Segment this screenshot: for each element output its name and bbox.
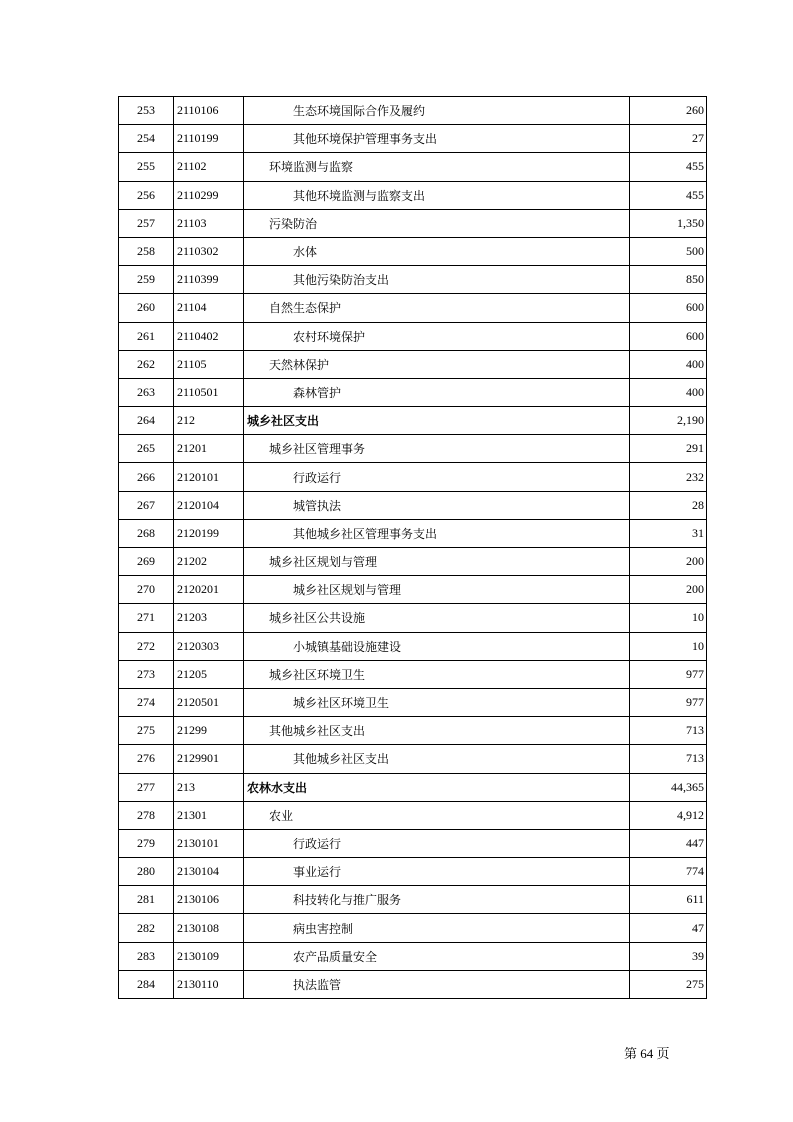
amount-cell: 275 xyxy=(630,970,707,998)
subject-code-cell: 2120104 xyxy=(174,491,244,519)
row-number-cell: 258 xyxy=(119,237,174,265)
subject-code-cell: 21205 xyxy=(174,660,244,688)
budget-table-body xyxy=(119,97,707,999)
subject-code-cell: 2110299 xyxy=(174,181,244,209)
table-row xyxy=(119,858,707,886)
table-row xyxy=(119,209,707,237)
subject-name-cell: 城管执法 xyxy=(244,491,630,519)
subject-name-cell: 城乡社区管理事务 xyxy=(244,435,630,463)
amount-cell: 27 xyxy=(630,125,707,153)
subject-code-cell: 2110399 xyxy=(174,266,244,294)
subject-name-cell: 天然林保护 xyxy=(244,350,630,378)
subject-name-cell: 科技转化与推广服务 xyxy=(244,886,630,914)
subject-name-cell: 城乡社区规划与管理 xyxy=(244,548,630,576)
subject-name-cell: 污染防治 xyxy=(244,209,630,237)
row-number-cell: 257 xyxy=(119,209,174,237)
subject-name-cell: 其他环境监测与监察支出 xyxy=(244,181,630,209)
amount-cell: 10 xyxy=(630,632,707,660)
row-number-cell: 265 xyxy=(119,435,174,463)
subject-name-cell: 水体 xyxy=(244,237,630,265)
row-number-cell: 259 xyxy=(119,266,174,294)
table-row xyxy=(119,548,707,576)
amount-cell: 200 xyxy=(630,576,707,604)
table-row xyxy=(119,801,707,829)
row-number-cell: 254 xyxy=(119,125,174,153)
amount-cell: 1,350 xyxy=(630,209,707,237)
subject-code-cell: 2120101 xyxy=(174,463,244,491)
row-number-cell: 266 xyxy=(119,463,174,491)
subject-name-cell: 环境监测与监察 xyxy=(244,153,630,181)
subject-code-cell: 21299 xyxy=(174,717,244,745)
amount-cell: 260 xyxy=(630,97,707,125)
subject-code-cell: 21202 xyxy=(174,548,244,576)
amount-cell: 600 xyxy=(630,322,707,350)
amount-cell: 2,190 xyxy=(630,407,707,435)
subject-name-cell: 其他环境保护管理事务支出 xyxy=(244,125,630,153)
row-number-cell: 256 xyxy=(119,181,174,209)
amount-cell: 10 xyxy=(630,604,707,632)
budget-table xyxy=(118,96,707,999)
amount-cell: 713 xyxy=(630,717,707,745)
amount-cell: 232 xyxy=(630,463,707,491)
table-row xyxy=(119,886,707,914)
subject-code-cell: 2110106 xyxy=(174,97,244,125)
row-number-cell: 273 xyxy=(119,660,174,688)
row-number-cell: 274 xyxy=(119,688,174,716)
table-row xyxy=(119,378,707,406)
subject-code-cell: 2130108 xyxy=(174,914,244,942)
amount-cell: 713 xyxy=(630,745,707,773)
table-row xyxy=(119,181,707,209)
row-number-cell: 261 xyxy=(119,322,174,350)
subject-code-cell: 2110302 xyxy=(174,237,244,265)
table-row xyxy=(119,660,707,688)
table-row xyxy=(119,942,707,970)
amount-cell: 400 xyxy=(630,378,707,406)
table-row xyxy=(119,97,707,125)
subject-name-cell: 病虫害控制 xyxy=(244,914,630,942)
subject-code-cell: 21301 xyxy=(174,801,244,829)
subject-code-cell: 212 xyxy=(174,407,244,435)
subject-name-cell: 事业运行 xyxy=(244,858,630,886)
subject-name-cell: 农业 xyxy=(244,801,630,829)
amount-cell: 774 xyxy=(630,858,707,886)
table-row xyxy=(119,914,707,942)
subject-code-cell: 2110501 xyxy=(174,378,244,406)
subject-name-cell: 城乡社区环境卫生 xyxy=(244,660,630,688)
subject-name-cell: 行政运行 xyxy=(244,829,630,857)
row-number-cell: 283 xyxy=(119,942,174,970)
row-number-cell: 262 xyxy=(119,350,174,378)
subject-name-cell: 其他污染防治支出 xyxy=(244,266,630,294)
subject-name-cell: 自然生态保护 xyxy=(244,294,630,322)
subject-name-cell: 行政运行 xyxy=(244,463,630,491)
amount-cell: 4,912 xyxy=(630,801,707,829)
table-row xyxy=(119,407,707,435)
table-row xyxy=(119,632,707,660)
amount-cell: 400 xyxy=(630,350,707,378)
table-row xyxy=(119,576,707,604)
subject-code-cell: 21201 xyxy=(174,435,244,463)
subject-name-cell: 城乡社区支出 xyxy=(244,407,630,435)
table-row xyxy=(119,153,707,181)
table-row xyxy=(119,829,707,857)
amount-cell: 31 xyxy=(630,519,707,547)
subject-code-cell: 21203 xyxy=(174,604,244,632)
subject-code-cell: 2130106 xyxy=(174,886,244,914)
row-number-cell: 281 xyxy=(119,886,174,914)
row-number-cell: 270 xyxy=(119,576,174,604)
subject-name-cell: 森林管护 xyxy=(244,378,630,406)
subject-name-cell: 小城镇基础设施建设 xyxy=(244,632,630,660)
row-number-cell: 275 xyxy=(119,717,174,745)
row-number-cell: 284 xyxy=(119,970,174,998)
row-number-cell: 271 xyxy=(119,604,174,632)
table-row xyxy=(119,745,707,773)
subject-name-cell: 农林水支出 xyxy=(244,773,630,801)
amount-cell: 39 xyxy=(630,942,707,970)
row-number-cell: 277 xyxy=(119,773,174,801)
amount-cell: 977 xyxy=(630,688,707,716)
subject-name-cell: 农产品质量安全 xyxy=(244,942,630,970)
subject-name-cell: 城乡社区公共设施 xyxy=(244,604,630,632)
table-row xyxy=(119,604,707,632)
subject-code-cell: 2110402 xyxy=(174,322,244,350)
amount-cell: 611 xyxy=(630,886,707,914)
subject-name-cell: 其他城乡社区支出 xyxy=(244,745,630,773)
row-number-cell: 282 xyxy=(119,914,174,942)
row-number-cell: 255 xyxy=(119,153,174,181)
amount-cell: 600 xyxy=(630,294,707,322)
table-row xyxy=(119,322,707,350)
table-row xyxy=(119,294,707,322)
page-number: 第 64 页 xyxy=(624,1046,670,1061)
table-row xyxy=(119,970,707,998)
subject-code-cell: 21105 xyxy=(174,350,244,378)
subject-name-cell: 其他城乡社区管理事务支出 xyxy=(244,519,630,547)
subject-code-cell: 2130104 xyxy=(174,858,244,886)
amount-cell: 447 xyxy=(630,829,707,857)
row-number-cell: 268 xyxy=(119,519,174,547)
subject-code-cell: 2129901 xyxy=(174,745,244,773)
amount-cell: 28 xyxy=(630,491,707,519)
amount-cell: 47 xyxy=(630,914,707,942)
row-number-cell: 272 xyxy=(119,632,174,660)
table-row xyxy=(119,688,707,716)
row-number-cell: 267 xyxy=(119,491,174,519)
subject-name-cell: 城乡社区环境卫生 xyxy=(244,688,630,716)
subject-code-cell: 2120501 xyxy=(174,688,244,716)
row-number-cell: 253 xyxy=(119,97,174,125)
row-number-cell: 276 xyxy=(119,745,174,773)
amount-cell: 977 xyxy=(630,660,707,688)
subject-code-cell: 2130109 xyxy=(174,942,244,970)
table-row xyxy=(119,773,707,801)
subject-name-cell: 城乡社区规划与管理 xyxy=(244,576,630,604)
table-row xyxy=(119,435,707,463)
table-row xyxy=(119,463,707,491)
amount-cell: 455 xyxy=(630,181,707,209)
subject-name-cell: 执法监管 xyxy=(244,970,630,998)
table-row xyxy=(119,125,707,153)
row-number-cell: 260 xyxy=(119,294,174,322)
table-row xyxy=(119,717,707,745)
row-number-cell: 279 xyxy=(119,829,174,857)
amount-cell: 455 xyxy=(630,153,707,181)
amount-cell: 44,365 xyxy=(630,773,707,801)
subject-code-cell: 21104 xyxy=(174,294,244,322)
amount-cell: 200 xyxy=(630,548,707,576)
table-row xyxy=(119,491,707,519)
amount-cell: 500 xyxy=(630,237,707,265)
table-row xyxy=(119,266,707,294)
subject-code-cell: 2120199 xyxy=(174,519,244,547)
subject-code-cell: 2130101 xyxy=(174,829,244,857)
amount-cell: 850 xyxy=(630,266,707,294)
subject-code-cell: 2130110 xyxy=(174,970,244,998)
subject-name-cell: 农村环境保护 xyxy=(244,322,630,350)
row-number-cell: 264 xyxy=(119,407,174,435)
subject-name-cell: 生态环境国际合作及履约 xyxy=(244,97,630,125)
subject-code-cell: 2120303 xyxy=(174,632,244,660)
row-number-cell: 269 xyxy=(119,548,174,576)
subject-code-cell: 21103 xyxy=(174,209,244,237)
amount-cell: 291 xyxy=(630,435,707,463)
row-number-cell: 278 xyxy=(119,801,174,829)
subject-code-cell: 213 xyxy=(174,773,244,801)
table-row xyxy=(119,350,707,378)
subject-code-cell: 2120201 xyxy=(174,576,244,604)
table-row xyxy=(119,519,707,547)
subject-name-cell: 其他城乡社区支出 xyxy=(244,717,630,745)
subject-code-cell: 2110199 xyxy=(174,125,244,153)
subject-code-cell: 21102 xyxy=(174,153,244,181)
table-row xyxy=(119,237,707,265)
row-number-cell: 280 xyxy=(119,858,174,886)
row-number-cell: 263 xyxy=(119,378,174,406)
